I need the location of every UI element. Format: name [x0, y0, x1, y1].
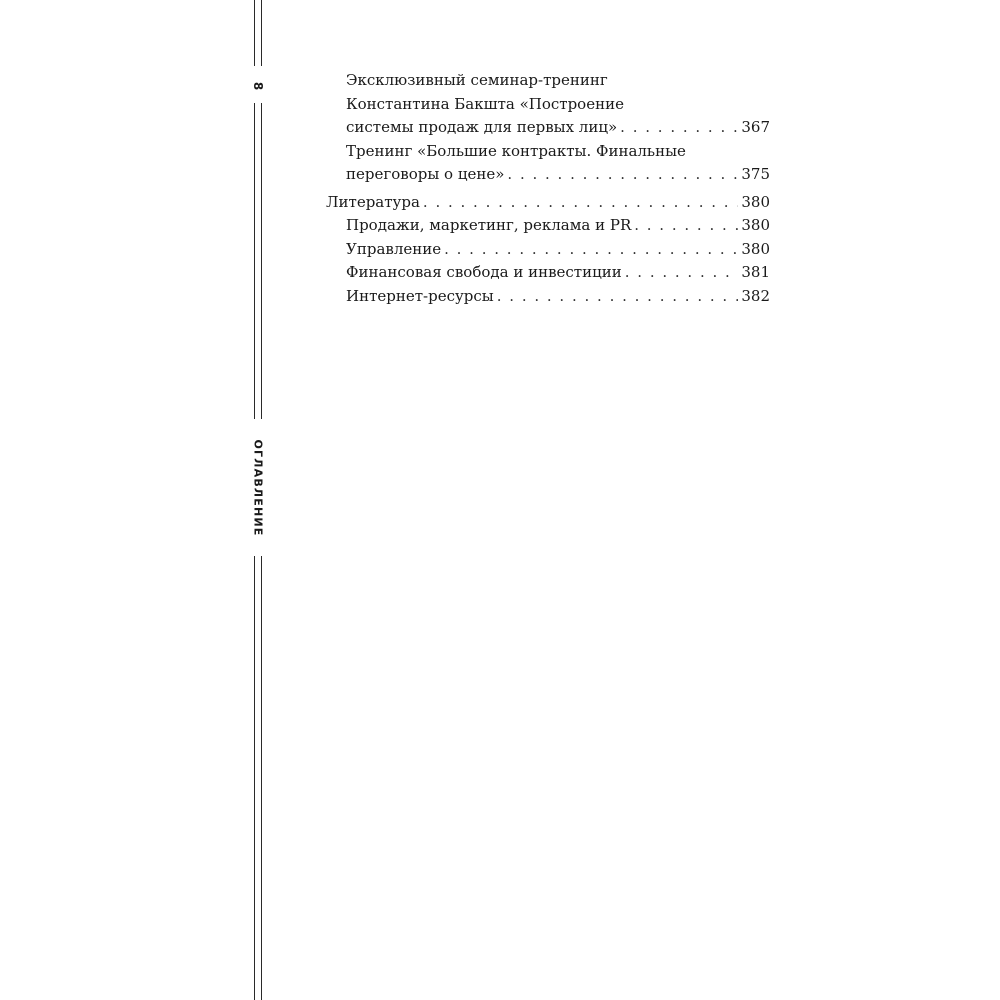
toc-page-number: 375	[741, 165, 770, 183]
dot-leader	[497, 285, 739, 309]
toc-entry-title: Управление	[346, 239, 442, 258]
dot-leader	[620, 116, 738, 140]
toc-entry-title-line: системы продаж для первых лиц»	[346, 118, 618, 136]
toc-page-number: 380	[741, 216, 770, 234]
toc-page-number: 380	[741, 192, 770, 211]
running-head-text: ОГЛАВЛЕНИЕ	[251, 439, 265, 537]
toc-entry[interactable]	[326, 69, 770, 140]
toc-entry[interactable]	[326, 140, 770, 187]
toc-entry-title: Продажи, маркетинг, реклама и PR	[346, 216, 632, 234]
dot-leader	[423, 191, 738, 215]
toc-entry-title-line: Эксклюзивный семинар-тренинг	[346, 71, 608, 89]
margin-rule	[254, 103, 255, 419]
margin-rule	[261, 0, 262, 66]
toc-entry[interactable]	[326, 214, 770, 238]
dot-leader	[634, 214, 738, 238]
dot-leader	[444, 238, 738, 262]
toc-entry-title-line: Тренинг «Большие контракты. Финальные	[346, 141, 686, 160]
toc-page-number: 367	[741, 118, 770, 136]
toc-entry[interactable]	[326, 191, 770, 215]
margin-rule	[254, 556, 255, 1000]
margin-rule	[254, 0, 255, 66]
margin-rule	[261, 103, 262, 419]
toc-entry[interactable]	[326, 285, 770, 309]
margin-rule	[261, 556, 262, 1000]
dot-leader	[625, 261, 739, 285]
table-of-contents	[326, 69, 770, 308]
dot-leader	[507, 163, 738, 187]
toc-entry[interactable]	[326, 261, 770, 285]
toc-entry-title: Финансовая свобода и инвестиции	[346, 263, 622, 281]
toc-entry-title-line: переговоры о цене»	[346, 165, 505, 183]
page-number: 8	[251, 81, 265, 91]
toc-entry-title: Интернет-ресурсы	[346, 286, 494, 305]
toc-entry[interactable]	[326, 238, 770, 262]
toc-page-number: 380	[741, 239, 770, 258]
toc-page-number: 381	[741, 263, 770, 281]
toc-entry-title-line: Константина Бакшта «Построение	[346, 94, 624, 113]
toc-page-number: 382	[741, 286, 770, 305]
toc-entry-title: Литература	[326, 192, 420, 211]
